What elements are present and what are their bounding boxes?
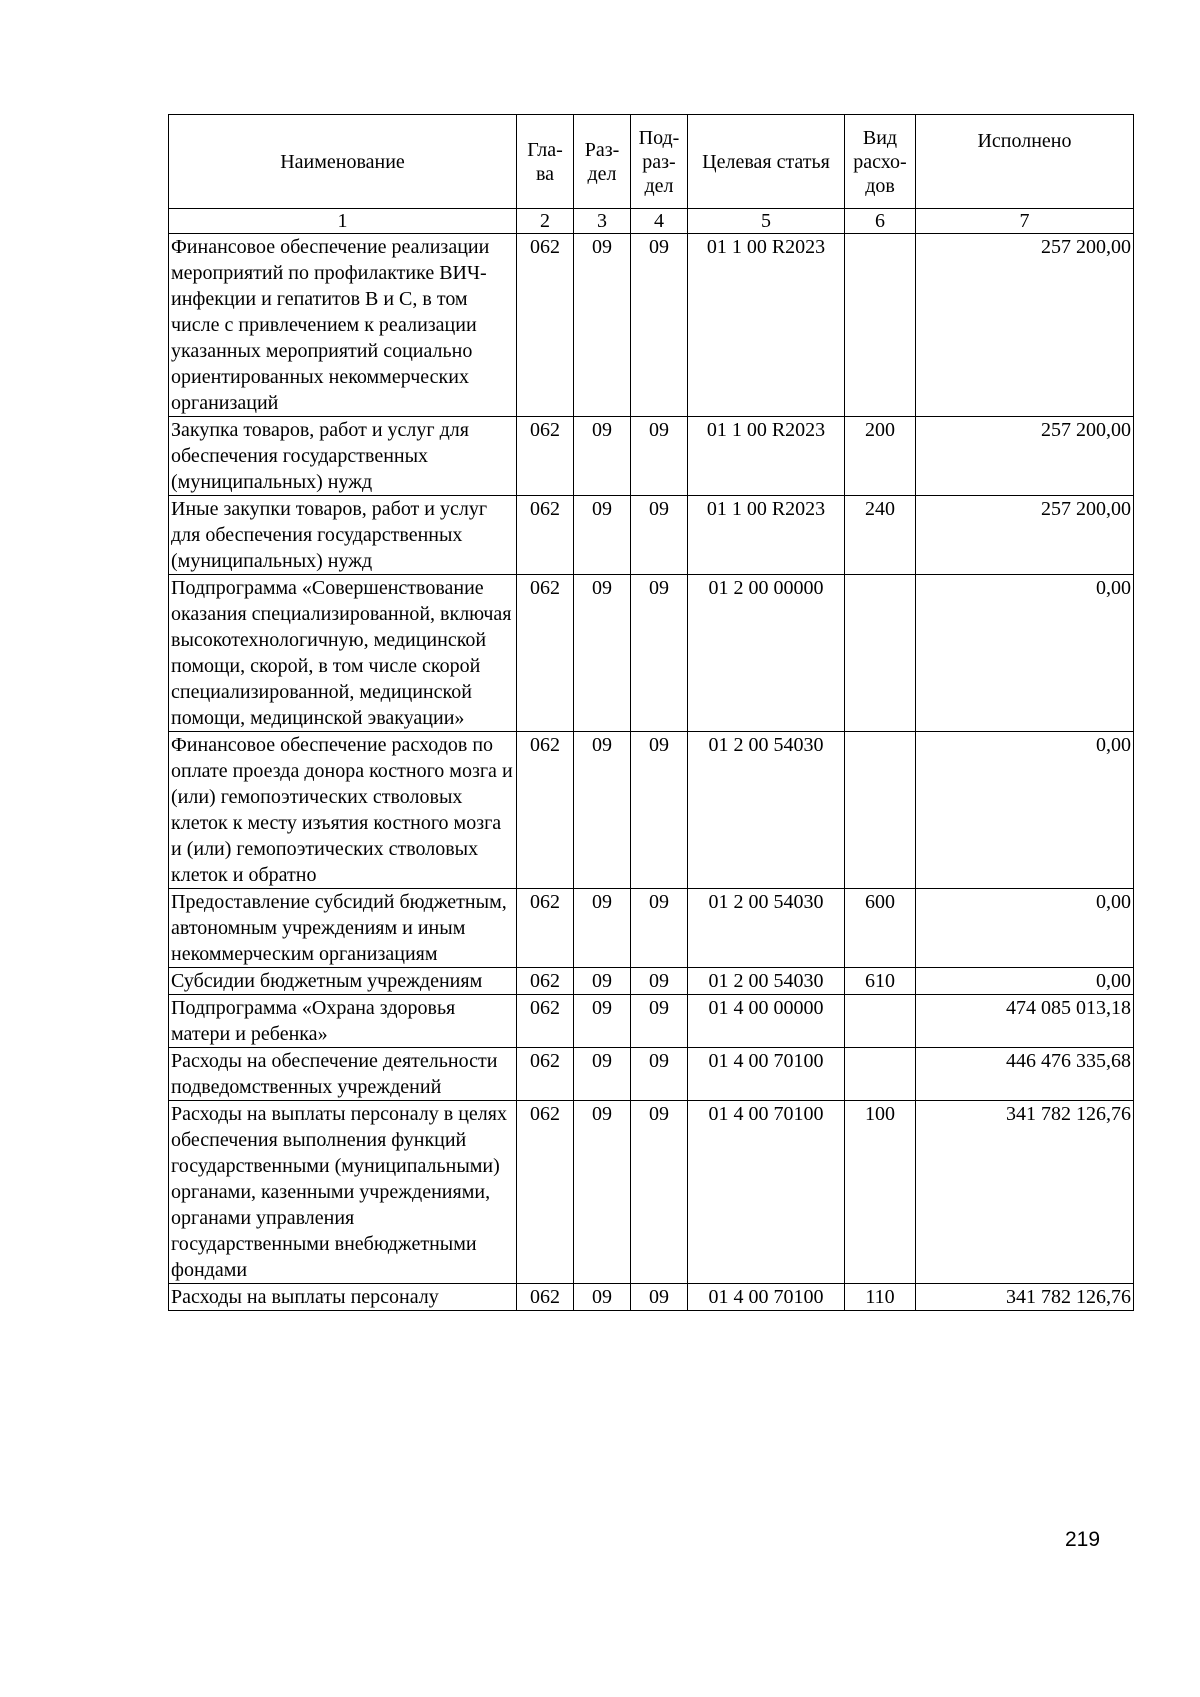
cell-glava: 062 [517,968,574,995]
cell-podrazdel: 09 [631,995,688,1048]
table-row [169,575,1134,732]
column-number-row [169,209,1134,234]
cell-amount: 257 200,00 [916,417,1134,496]
cell-celevaya: 01 2 00 54030 [688,732,845,889]
cell-razdel: 09 [574,1048,631,1101]
cell-razdel: 09 [574,1101,631,1284]
cell-vid: 610 [845,968,916,995]
cell-name: Финансовое обеспечение расходов по оплате проезда донора костного мозга и (или) гемопоэтических стволовых клеток к месту изъятия костного мозга и (или) гемопоэтических стволовых клеток и обратно [169,732,517,889]
cell-podrazdel: 09 [631,496,688,575]
cell-amount: 341 782 126,76 [916,1101,1134,1284]
cell-name: Подпрограмма «Совершенствование оказания специализированной, включая высокотехнологичную, медицинской помощи, скорой, в том числе скорой специализированной, медицинской помощи, медицинской эвакуации» [169,575,517,732]
cell-name: Расходы на выплаты персоналу [169,1284,517,1311]
cell-celevaya: 01 1 00 R2023 [688,417,845,496]
cell-razdel: 09 [574,732,631,889]
header-name: Наименование [169,115,517,209]
cell-razdel: 09 [574,968,631,995]
cell-razdel: 09 [574,496,631,575]
cell-glava: 062 [517,1284,574,1311]
column-number: 3 [574,209,631,234]
column-number: 2 [517,209,574,234]
column-number: 4 [631,209,688,234]
cell-amount: 0,00 [916,732,1134,889]
table-body [169,234,1134,1311]
cell-vid [845,732,916,889]
cell-celevaya: 01 1 00 R2023 [688,496,845,575]
cell-name: Расходы на обеспечение деятельности подведомственных учреждений [169,1048,517,1101]
header-glava: Гла- ва [517,115,574,209]
table-row [169,1284,1134,1311]
cell-razdel: 09 [574,417,631,496]
table-row [169,889,1134,968]
cell-podrazdel: 09 [631,732,688,889]
table-row [169,995,1134,1048]
header-razdel: Раз- дел [574,115,631,209]
cell-amount: 341 782 126,76 [916,1284,1134,1311]
cell-amount: 0,00 [916,889,1134,968]
cell-glava: 062 [517,417,574,496]
cell-celevaya: 01 2 00 54030 [688,968,845,995]
cell-vid: 200 [845,417,916,496]
cell-name: Подпрограмма «Охрана здоровья матери и ребенка» [169,995,517,1048]
cell-celevaya: 01 2 00 00000 [688,575,845,732]
cell-glava: 062 [517,732,574,889]
cell-podrazdel: 09 [631,1048,688,1101]
cell-glava: 062 [517,889,574,968]
cell-name: Иные закупки товаров, работ и услуг для обеспечения государственных (муниципальных) нужд [169,496,517,575]
header-celevaya: Целевая статья [688,115,845,209]
cell-amount: 474 085 013,18 [916,995,1134,1048]
cell-podrazdel: 09 [631,1101,688,1284]
cell-razdel: 09 [574,1284,631,1311]
cell-podrazdel: 09 [631,968,688,995]
cell-podrazdel: 09 [631,234,688,417]
column-number: 1 [169,209,517,234]
cell-razdel: 09 [574,889,631,968]
table-row [169,417,1134,496]
cell-vid: 100 [845,1101,916,1284]
column-number: 7 [916,209,1134,234]
column-number: 5 [688,209,845,234]
cell-celevaya: 01 4 00 00000 [688,995,845,1048]
cell-glava: 062 [517,575,574,732]
cell-celevaya: 01 2 00 54030 [688,889,845,968]
header-ispolneno: Исполнено [916,115,1134,209]
cell-glava: 062 [517,995,574,1048]
cell-amount: 446 476 335,68 [916,1048,1134,1101]
cell-podrazdel: 09 [631,1284,688,1311]
cell-vid [845,234,916,417]
cell-vid: 240 [845,496,916,575]
cell-amount: 257 200,00 [916,234,1134,417]
cell-glava: 062 [517,496,574,575]
table-row [169,496,1134,575]
cell-amount: 257 200,00 [916,496,1134,575]
budget-table [168,114,1134,1311]
table-row [169,234,1134,417]
cell-amount: 0,00 [916,575,1134,732]
cell-glava: 062 [517,1101,574,1284]
cell-amount: 0,00 [916,968,1134,995]
table-row [169,732,1134,889]
cell-celevaya: 01 4 00 70100 [688,1048,845,1101]
cell-vid: 110 [845,1284,916,1311]
cell-vid [845,995,916,1048]
column-number: 6 [845,209,916,234]
cell-podrazdel: 09 [631,417,688,496]
cell-vid [845,575,916,732]
cell-vid [845,1048,916,1101]
header-vid: Вид расхо- дов [845,115,916,209]
cell-podrazdel: 09 [631,889,688,968]
cell-name: Предоставление субсидий бюджетным, автономным учреждениям и иным некоммерческим организациям [169,889,517,968]
header-row [169,115,1134,209]
cell-name: Субсидии бюджетным учреждениям [169,968,517,995]
cell-celevaya: 01 4 00 70100 [688,1284,845,1311]
table-row [169,1048,1134,1101]
cell-glava: 062 [517,234,574,417]
cell-vid: 600 [845,889,916,968]
table-row [169,1101,1134,1284]
cell-name: Закупка товаров, работ и услуг для обеспечения государственных (муниципальных) нужд [169,417,517,496]
cell-razdel: 09 [574,234,631,417]
cell-podrazdel: 09 [631,575,688,732]
cell-celevaya: 01 4 00 70100 [688,1101,845,1284]
cell-razdel: 09 [574,995,631,1048]
cell-razdel: 09 [574,575,631,732]
page-number: 219 [1065,1528,1101,1551]
cell-celevaya: 01 1 00 R2023 [688,234,845,417]
header-podrazdel: Под- раз- дел [631,115,688,209]
cell-name: Финансовое обеспечение реализации мероприятий по профилактике ВИЧ-инфекции и гепатитов B и C, в том числе с привлечением к реализации указанных мероприятий социально ориентированных некоммерческих организаций [169,234,517,417]
cell-name: Расходы на выплаты персоналу в целях обеспечения выполнения функций государственными (муниципальными) органами, казенными учреждениями, органами управления государственными внебюджетными фондами [169,1101,517,1284]
cell-glava: 062 [517,1048,574,1101]
table-row [169,968,1134,995]
